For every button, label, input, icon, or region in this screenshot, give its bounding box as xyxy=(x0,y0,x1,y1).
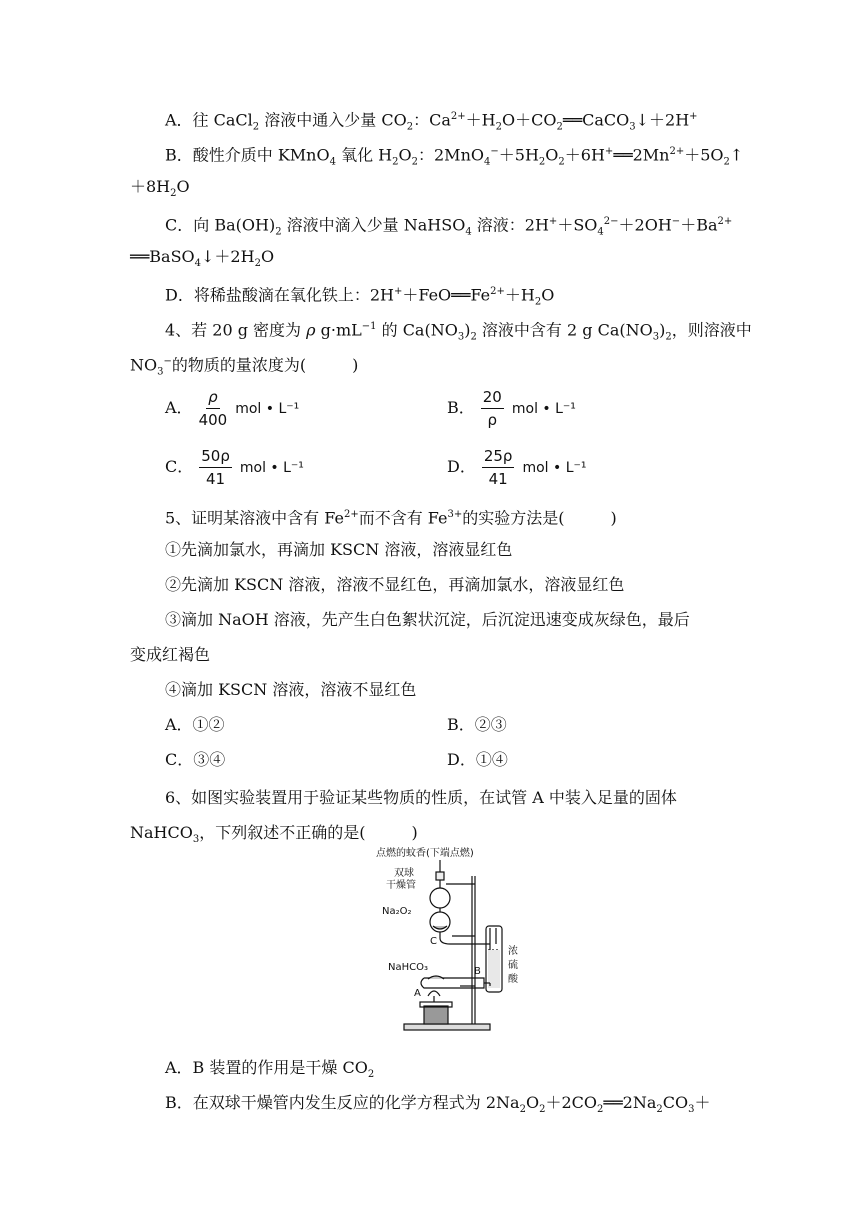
q3-option-a: A．往 CaCl$_2$ 溶液中通入少量 $CO_2$：$Ca^{2+}+H_2O+CO_2══CaCO_3↓+2H^+$ xyxy=(165,110,698,133)
q3-option-b-line2: $+8H_2O$ xyxy=(130,177,190,200)
q3-option-b-line1: B．酸性介质中 KMnO$_4$ 氧化 $H_2O_2$：$2MnO_4^-+5H_2O_2+6H^+══2Mn^{2+}+5O_2↑$ xyxy=(165,145,744,168)
fig-label-c: C xyxy=(430,936,437,947)
fig-label-b: B xyxy=(474,966,481,977)
q4-option-c: C． $\frac{50\rho}{41}$ mol • L⁻¹ xyxy=(165,447,304,488)
fraction: $\frac{50\rho}{41}$ xyxy=(201,447,230,488)
fraction: $\frac{25\rho}{41}$ xyxy=(483,447,513,488)
q3-option-c-line2: $══BaSO_4↓+2H_2O$ xyxy=(130,247,275,270)
q5-statement-1: ①先滴加氯水，再滴加 KSCN 溶液，溶液显红色 xyxy=(165,540,513,559)
fig-label-na2o2: Na₂O₂ xyxy=(382,906,412,917)
q5-option-c: C．③④ xyxy=(165,750,226,769)
q5-stem: 5、证明某溶液中含有 $Fe^{2+}$而不含有 $Fe^{3+}$的实验方法是( ) xyxy=(165,508,617,528)
q5-statement-3: ③滴加 NaOH 溶液，先产生白色絮状沉淀，后沉淀迅速变成灰绿色，最后 xyxy=(165,610,690,629)
fig-label-acid-2: 硫 xyxy=(508,960,518,971)
q4-stem-line1: 4、若 20 g 密度为 ρ $g\cdot mL^{-1}$ 的 $Ca(NO_3)_2$ 溶液中含有 2 g $Ca(NO_3)_2$，则溶液中 xyxy=(165,320,752,343)
q3-option-d: D．将稀盐酸滴在氧化铁上：$2H^++FeO══Fe^{2+}+H_2O$ xyxy=(165,285,555,308)
q5-statement-4: ④滴加 KSCN 溶液，溶液不显红色 xyxy=(165,680,417,699)
q5-option-d: D．①④ xyxy=(447,750,508,769)
q5-statement-3-cont: 变成红褐色 xyxy=(130,645,211,664)
q3-option-c-line1: C．向 $Ba(OH)_2$ 溶液中滴入少量 NaHSO$_4$ 溶液：$2H^++SO_4^{2-}+2OH^-+Ba^{2+}$ xyxy=(165,215,733,238)
fig-label-nahco3: NaHCO₃ xyxy=(388,962,428,973)
fig-label-dryer1: 双球 xyxy=(394,868,414,879)
q5-option-b: B．②③ xyxy=(447,715,507,734)
q5-statement-2: ②先滴加 KSCN 溶液，溶液不显红色，再滴加氯水，溶液显红色 xyxy=(165,575,625,594)
q4-option-b: B． $\frac{20}{\rho}$ mol • L⁻¹ xyxy=(447,388,576,429)
q5-option-a: A．①② xyxy=(165,715,225,734)
fig-label-dryer2: 干燥管 xyxy=(386,880,416,891)
fig-label-a: A xyxy=(414,988,421,999)
fig-label-top: 点燃的蚊香(下端点燃) xyxy=(376,848,474,859)
fig-label-acid-3: 酸 xyxy=(508,974,518,985)
apparatus-diagram xyxy=(372,846,538,1038)
fraction: $\frac{20}{\rho}$ xyxy=(482,388,502,429)
q4-option-d: D． $\frac{25\rho}{41}$ mol • L⁻¹ xyxy=(447,447,587,488)
q6-option-a: A．B 装置的作用是干燥 $CO_2$ xyxy=(165,1058,375,1081)
q4-option-a: A． $\frac{\rho}{400}$ mol • L⁻¹ xyxy=(165,388,300,429)
q6-option-b: B．在双球干燥管内发生反应的化学方程式为 $2Na_2O_2+2CO_2══2Na_2CO_3+$ xyxy=(165,1093,711,1116)
fig-label-acid-1: 浓 xyxy=(508,946,518,957)
q4-stem-line2: $NO_3^-$的物质的量浓度为( ) xyxy=(130,355,359,378)
fraction: $\frac{\rho}{400}$ xyxy=(198,388,228,429)
q6-stem-line1: 6、如图实验装置用于验证某些物质的性质，在试管 A 中装入足量的固体 xyxy=(165,788,677,807)
q6-stem-line2: NaHCO$_3$，下列叙述不正确的是( ) xyxy=(130,823,418,846)
